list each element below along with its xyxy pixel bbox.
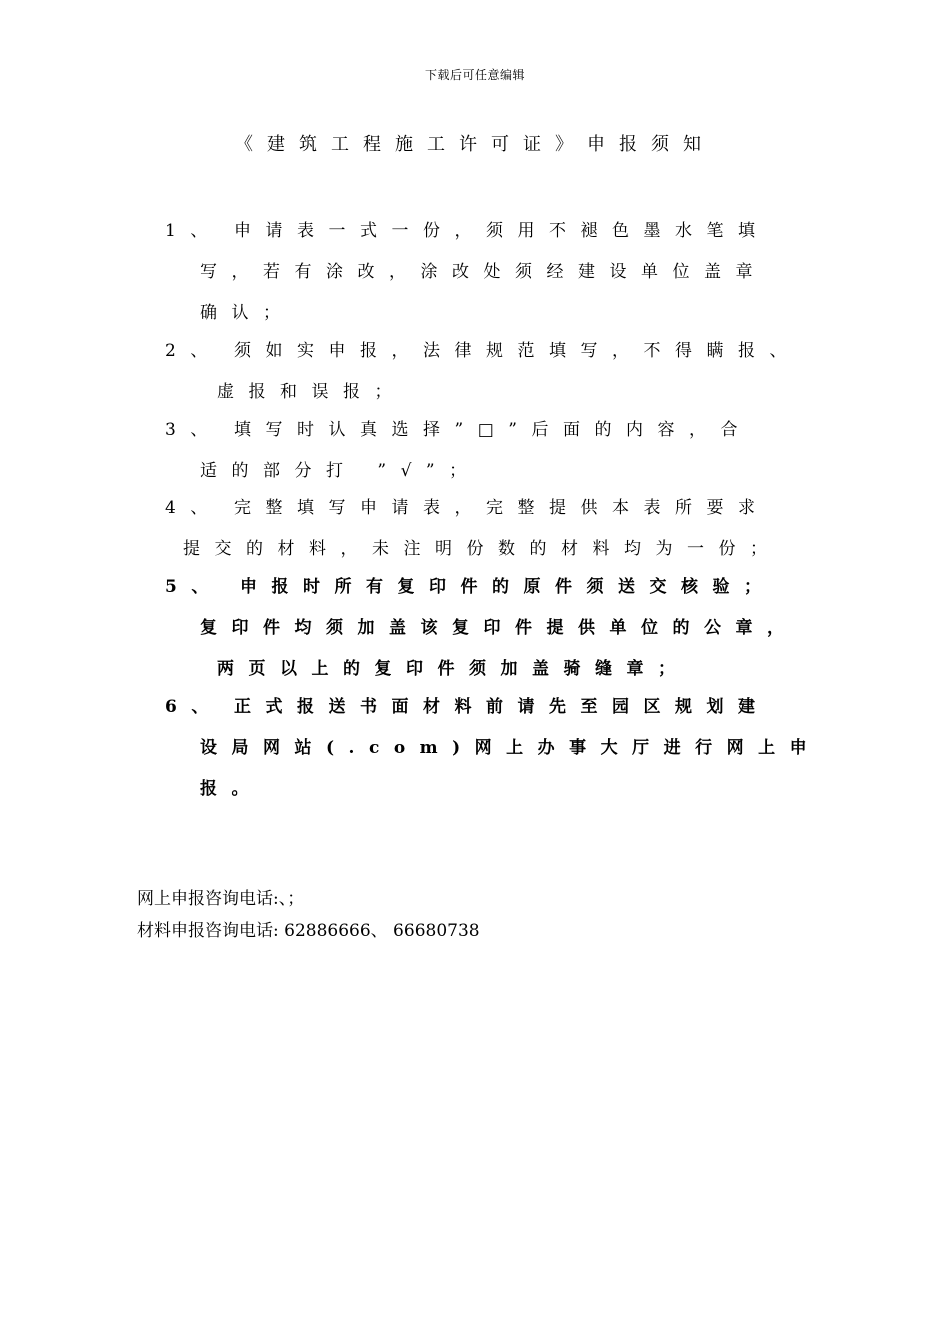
item-2-line-1: 须如实申报，法律规范填写，不得瞒报、 bbox=[234, 341, 801, 361]
item-5-line-1: 申报时所有复印件的原件须送交核验； bbox=[240, 577, 776, 597]
item-6-line-1: 正式报送书面材料前请先至园区规划建 bbox=[234, 697, 770, 717]
item-4-number: 4、 bbox=[165, 498, 222, 518]
item-6-number: 6、 bbox=[165, 697, 223, 717]
item-6-line-2: 设局网站(.com)网上办事大厅进行网上申 bbox=[200, 738, 822, 758]
item-5-line-2: 复印件均须加盖该复印件提供单位的公章， bbox=[200, 618, 799, 638]
item-5-line-3: 两页以上的复印件须加盖骑缝章； bbox=[217, 659, 690, 679]
online-contact-phone: 网上申报咨询电话:、； bbox=[137, 889, 305, 909]
item-3-number: 3、 bbox=[165, 420, 222, 440]
item-3-line-1: 填写时认真选择”□”后面的内容，合 bbox=[234, 420, 752, 440]
item-3-line-2: 适的部分打 ”√”； bbox=[200, 461, 481, 481]
item-2-number: 2、 bbox=[165, 341, 222, 361]
header-note: 下载后可任意编辑 bbox=[424, 68, 525, 82]
item-4-line-1: 完整填写申请表，完整提供本表所要求 bbox=[234, 498, 770, 518]
item-2-line-2: 虚报和误报； bbox=[217, 382, 406, 402]
item-1-line-1: 申请表一式一份，须用不褪色墨水笔填 bbox=[234, 221, 770, 241]
item-5-number: 5、 bbox=[165, 577, 223, 597]
item-6-line-3: 报。 bbox=[200, 779, 263, 799]
item-1-line-2: 写，若有涂改，涂改处须经建设单位盖章 bbox=[200, 262, 767, 282]
document-title: 《建筑工程施工许可证》申报须知 bbox=[235, 134, 715, 155]
item-4-line-2: 提交的材料，未注明份数的材料均为一份； bbox=[183, 539, 782, 559]
item-1-line-3: 确认； bbox=[200, 303, 295, 323]
material-contact-phone: 材料申报咨询电话: 62886666、 66680738 bbox=[137, 921, 480, 941]
item-1-number: 1、 bbox=[165, 221, 222, 241]
